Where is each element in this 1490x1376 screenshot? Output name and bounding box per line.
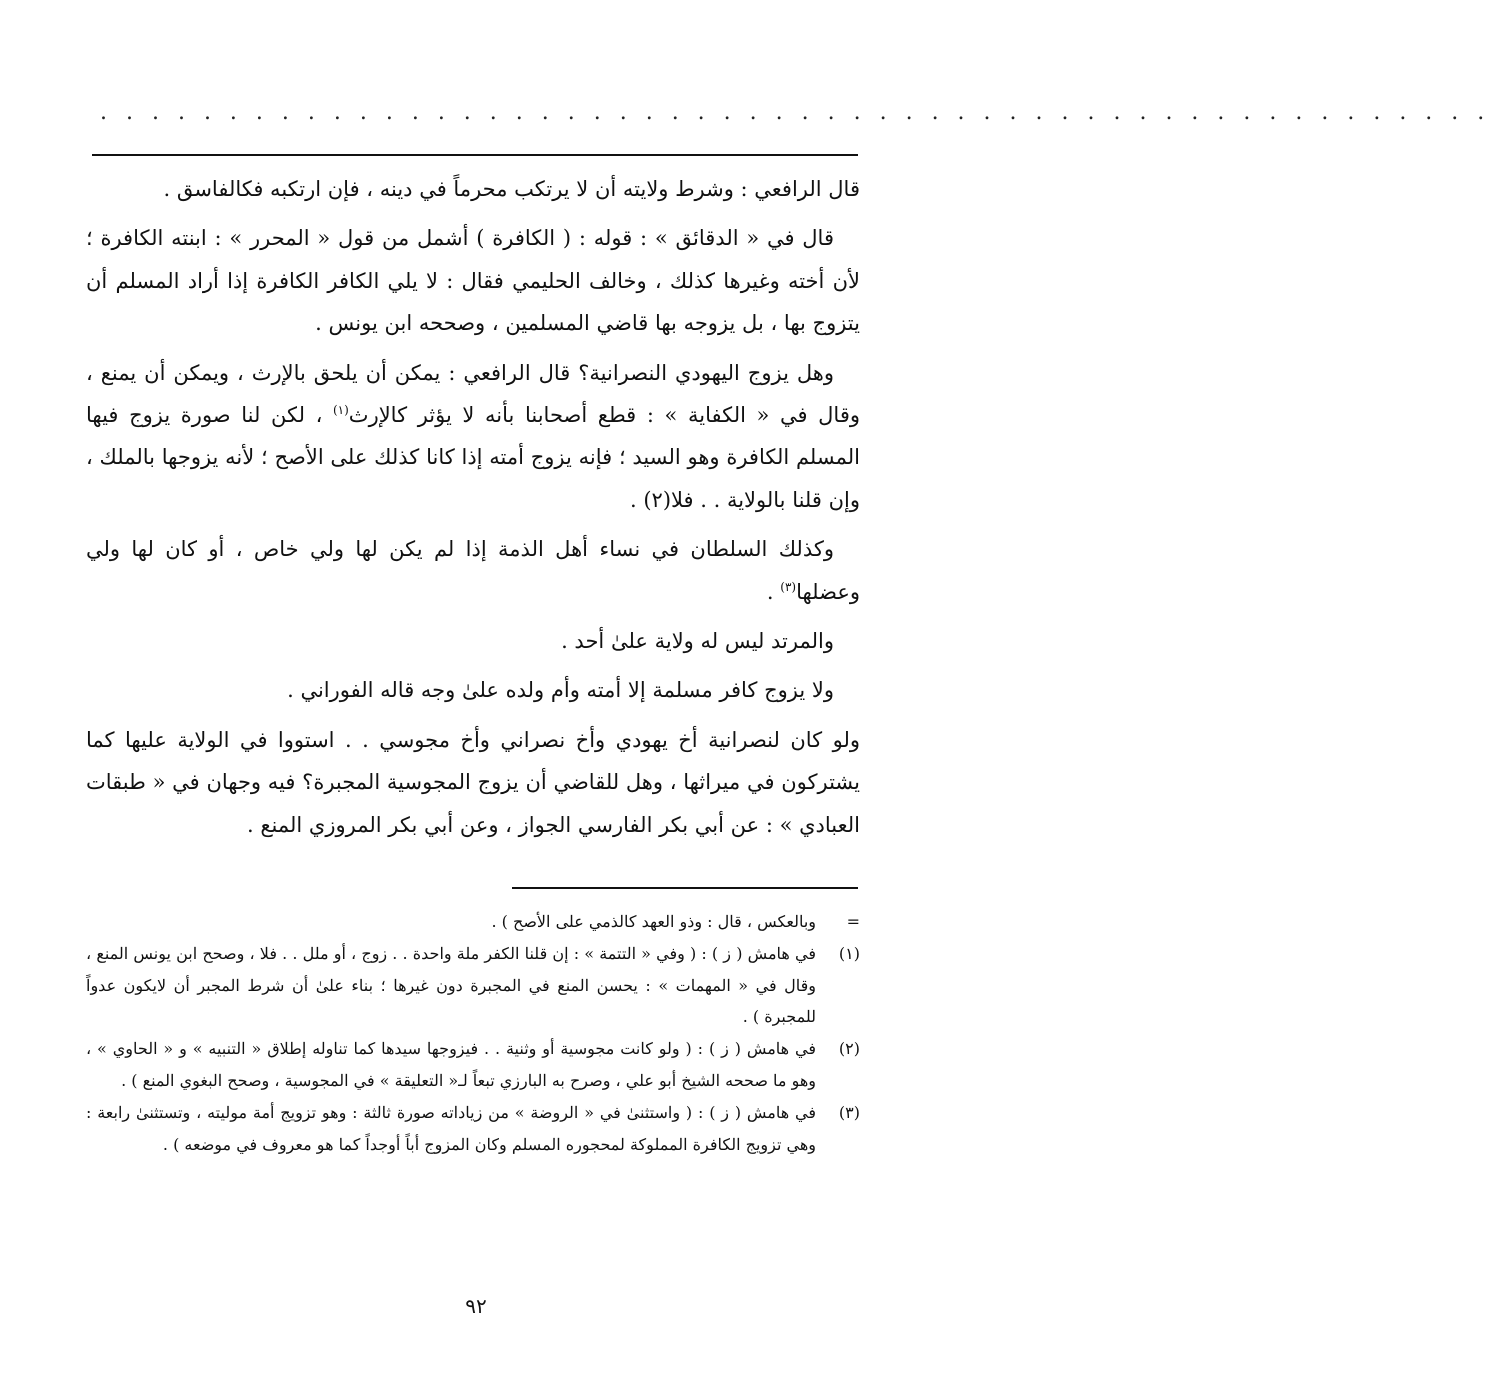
- main-text: [86, 168, 860, 853]
- footnote-3: [86, 1097, 860, 1161]
- footnote-text: في هامش ( ز ) : ( واستثنىٰ في « الروضة » من زياداته صورة ثالثة : وهو تزويج أمة موليته ، وتستثنىٰ رابعة : وهي تزويج الكافرة المملوكة لمحجوره المسلم وكان المزوج أباً أوجداً كما هو معروف في موضعه ) .: [86, 1102, 816, 1154]
- header-dots: . . . . . . . . . . . . . . . . . . . . . . . . . . . . . . . . . . . . . . . . . . . . . . . . . . . . . .: [100, 100, 1490, 125]
- page-number: ٩٢: [465, 1294, 487, 1318]
- paragraph-3: وهل يزوج اليهودي النصرانية؟ قال الرافعي : يمكن أن يلحق بالإرث ، ويمكن أن يمنع ، وقال في « الكفاية » : قطع أصحابنا بأنه لا يؤثر كالإرث$^{(١)}$ ، لكن لنا صورة يزوج فيها المسلم الكافرة وهو السيد ؛ فإنه يزوج أمته إذا كانا كذلك على الأصح ؛ لأنه يزوجها بالملك ، وإن قلنا بالولاية . . فلا(٢) .: [86, 360, 860, 512]
- footnote-2: [86, 1033, 860, 1097]
- paragraph-6: ولا يزوج كافر مسلمة إلا أمته وأم ولده علىٰ وجه قاله الفوراني .: [287, 678, 834, 703]
- footnotes: [86, 906, 860, 1160]
- footnote-number: (١): [838, 943, 860, 963]
- header-rule: [92, 154, 858, 156]
- footnote-number: (٢): [838, 1039, 860, 1059]
- paragraph-5: والمرتد ليس له ولاية علىٰ أحد .: [561, 629, 834, 654]
- footnote-1: [86, 938, 860, 1033]
- footnote-number: =: [846, 912, 860, 931]
- paragraph-7: ولو كان لنصرانية أخ يهودي وأخ نصراني وأخ مجوسي . . استووا في الولاية عليها كما يشتركون في ميراثها ، وهل للقاضي أن يزوج المجوسية المجبرة؟ فيه وجهان في « طبقات العبادي » : عن أبي بكر الفارسي الجواز ، وعن أبي بكر المروزي المنع .: [86, 727, 860, 837]
- paragraph-2: قال في « الدقائق » : قوله : ( الكافرة ) أشمل من قول « المحرر » : ابنته الكافرة ؛ لأن أخته وغيرها كذلك ، وخالف الحليمي فقال : لا يلي الكافر الكافرة إذا أراد المسلم أن يتزوج بها ، بل يزوجه بها قاضي المسلمين ، وصححه ابن يونس .: [86, 226, 860, 336]
- paragraph-4: وكذلك السلطان في نساء أهل الذمة إذا لم يكن لها ولي خاص ، أو كان لها ولي وعضلها$^{(٣)}$ .: [86, 537, 860, 604]
- footnote-number: (٣): [838, 1102, 860, 1122]
- footnote-text: في هامش ( ز ) : ( وفي « التتمة » : إن قلنا الكفر ملة واحدة . . زوج ، أو ملل . . فلا ، وصحح ابن يونس المنع ، وقال في « المهمات » : يحسن المنع في المجبرة دون غيرها ؛ بناء علىٰ أن شرط المجبر أن لايكون عدواً للمجبرة ) .: [86, 943, 817, 1027]
- footnote-rule: [512, 887, 858, 889]
- footnote-ref-1: (١): [332, 403, 349, 418]
- footnote-continued: [86, 906, 860, 938]
- footnote-text: في هامش ( ز ) : ( ولو كانت مجوسية أو وثنية . . فيزوجها سيدها كما تناوله إطلاق « التنبيه » و « الحاوي » ، وهو ما صححه الشيخ أبو علي ، وصرح به البارزي تبعاً لـ« التعليقة » في المجوسية ، وصحح البغوي المنع ) .: [86, 1039, 817, 1090]
- paragraph-1: قال الرافعي : وشرط ولايته أن لا يرتكب محرماً في دينه ، فإن ارتكبه فكالفاسق .: [163, 177, 860, 201]
- footnote-text: وبالعكس ، قال : وذو العهد كالذمي على الأصح ) .: [491, 912, 816, 931]
- footnote-ref-3: (٣): [780, 579, 797, 594]
